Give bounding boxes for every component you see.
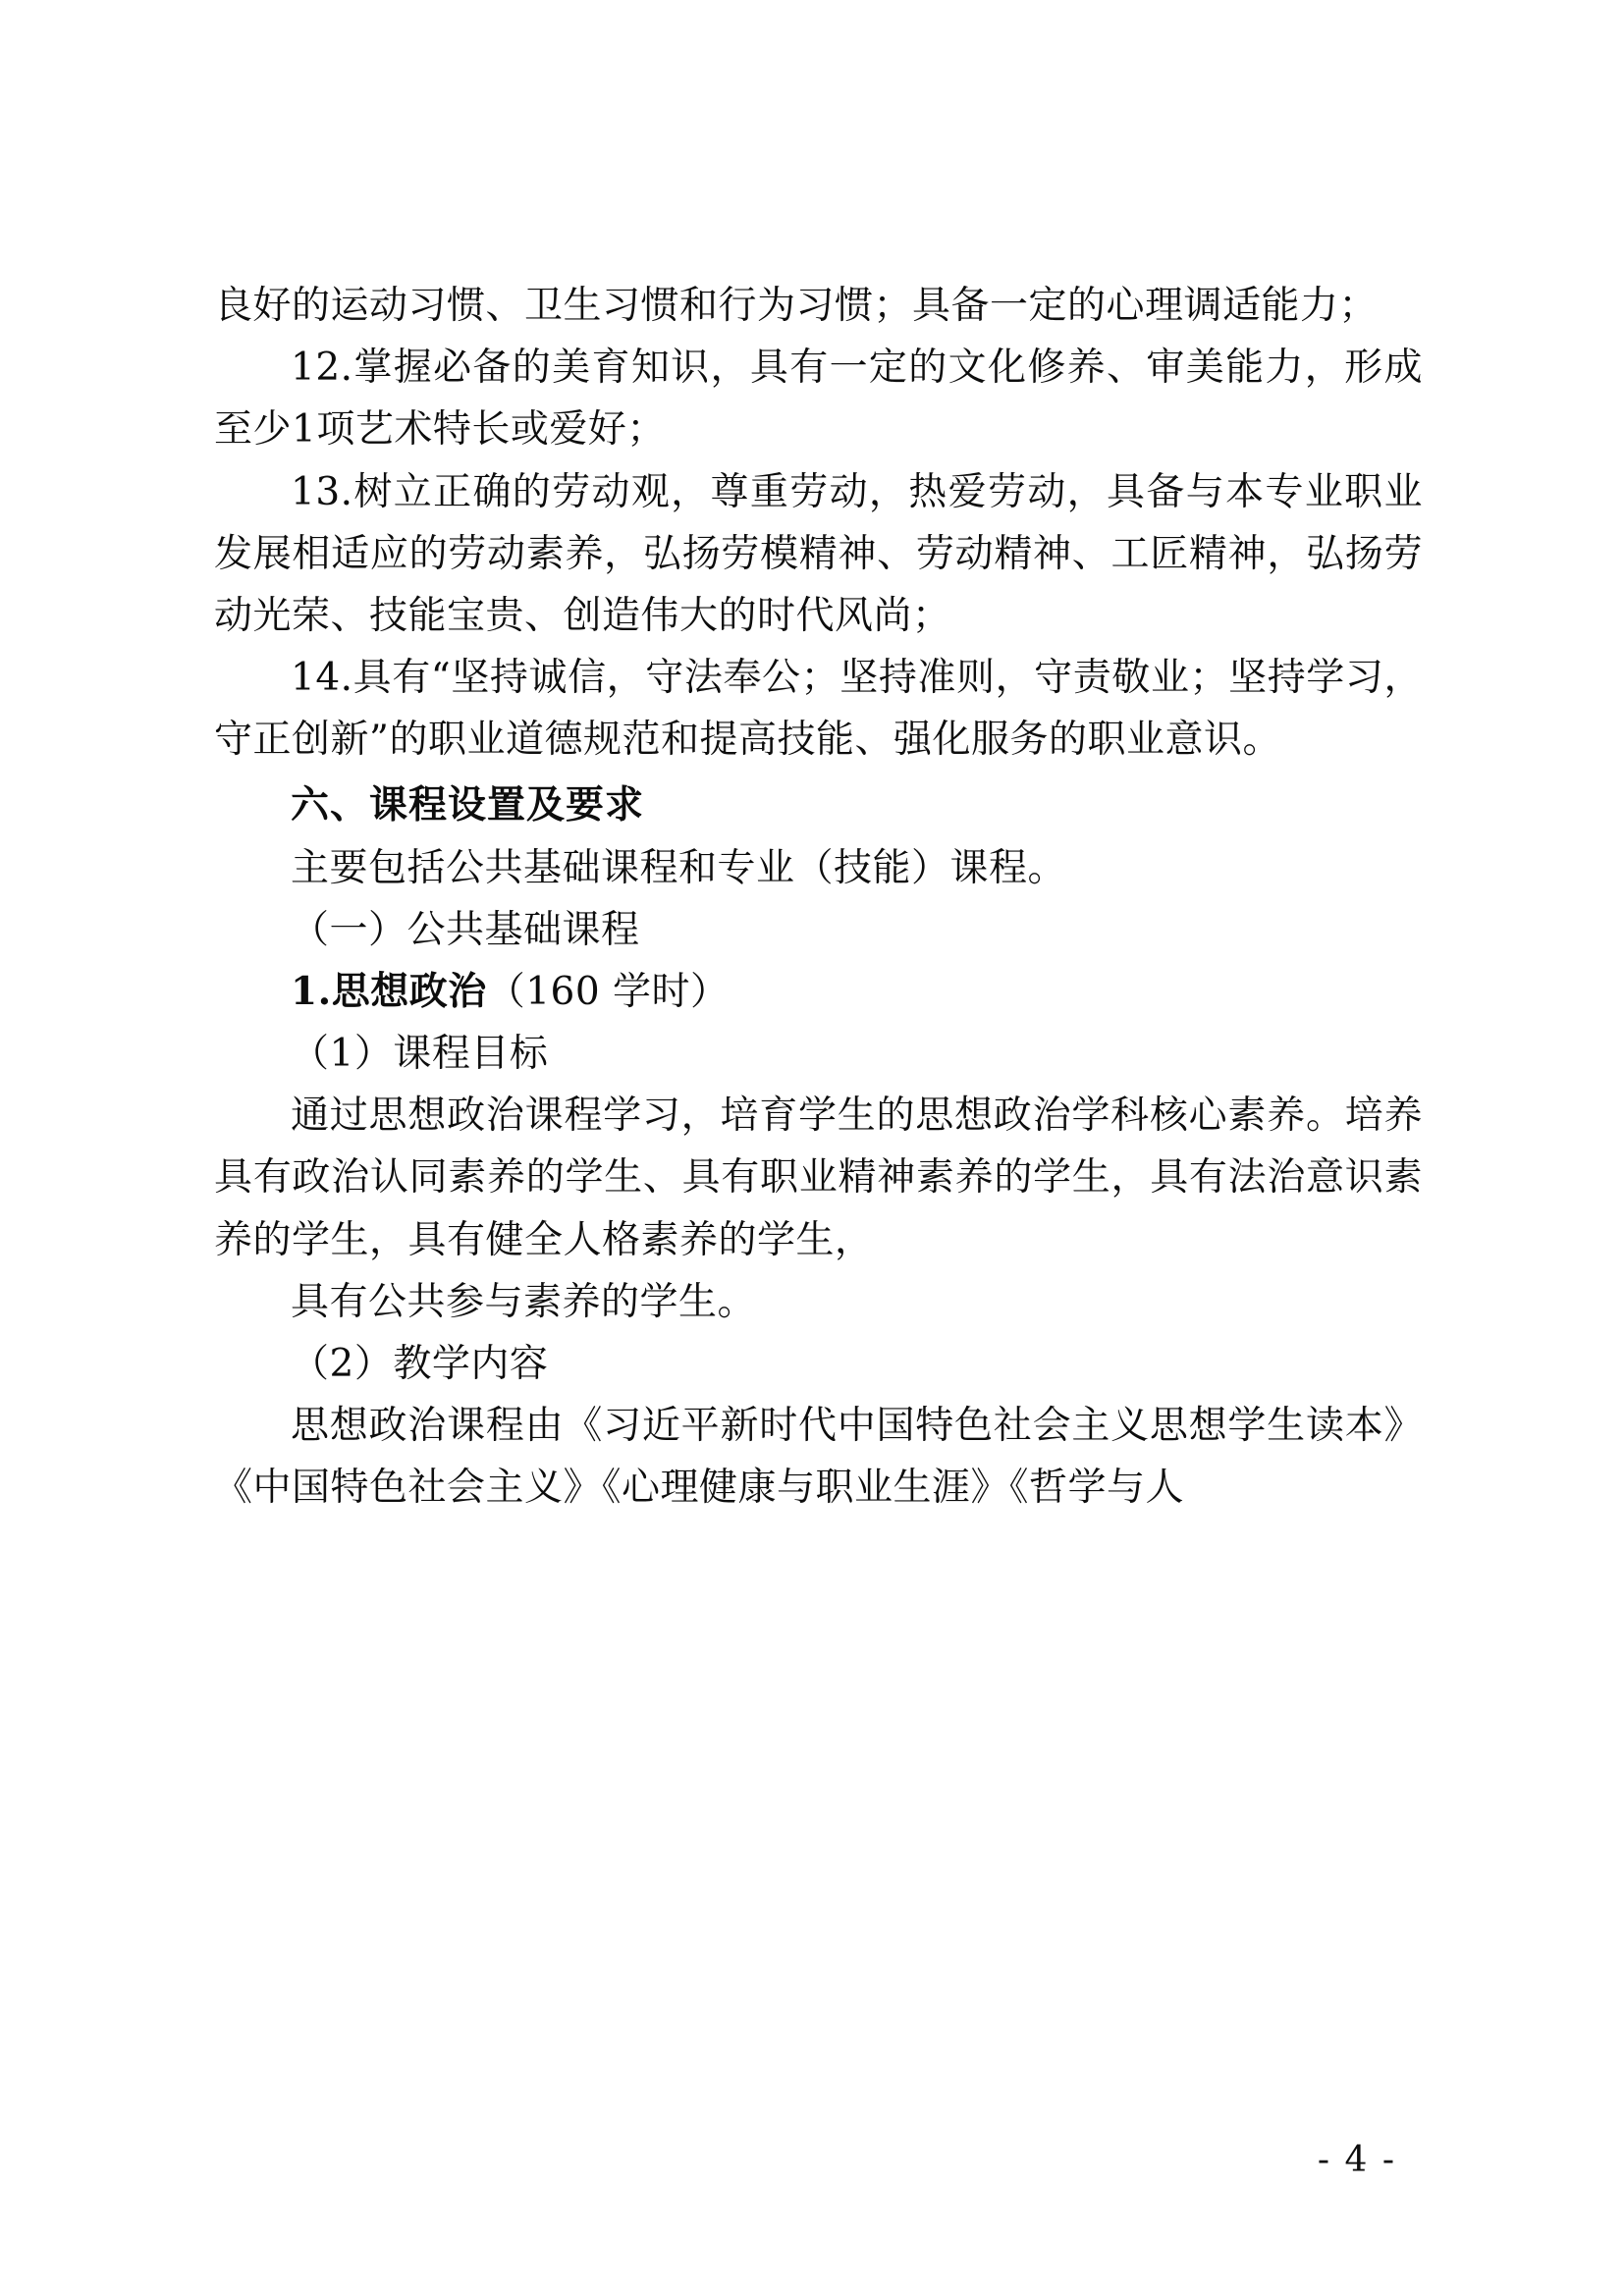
paragraph-continuation: 良好的运动习惯、卫生习惯和行为习惯；具备一定的心理调适能力； <box>214 284 1379 328</box>
section-heading-six: 六、课程设置及要求 <box>291 783 645 828</box>
subheading-label: 1.思想政治 <box>291 968 487 1014</box>
page-number: - 4 - <box>1317 2140 1396 2180</box>
subheading-ideology-politics <box>214 961 1423 1023</box>
document-body <box>214 275 1423 1519</box>
paragraph-item-13: 13.树立正确的劳动观，尊重劳动，热爱劳动，具备与本专业职业发展相适应的劳动素养，弘扬劳模精神、劳动精神、工匠精神，弘扬劳动光荣、技能宝贵、创造伟大的时代风尚； <box>214 469 1423 638</box>
paragraph-subsection-one: （一）公共基础课程 <box>291 907 640 952</box>
subheading-hours: （160 学时） <box>486 969 730 1014</box>
paragraph-course-overview: 主要包括公共基础课程和专业（技能）课程。 <box>291 845 1067 890</box>
paragraph-teaching-content-label: （2）教学内容 <box>291 1341 549 1386</box>
paragraph-item-12: 12.掌握必备的美育知识，具有一定的文化修养、审美能力，形成至少1项艺术特长或爱好； <box>214 346 1423 453</box>
paragraph-teaching-content-text: 思想政治课程由《习近平新时代中国特色社会主义思想学生读本》《中国特色社会主义》《心理健康与职业生涯》《哲学与人 <box>214 1404 1423 1511</box>
paragraph-course-objective-text: 通过思想政治课程学习，培育学生的思想政治学科核心素养。培养具有政治认同素养的学生、具有职业精神素养的学生，具有法治意识素养的学生，具有健全人格素养的学生， <box>214 1094 1423 1262</box>
paragraph-public-participation: 具有公共参与素养的学生。 <box>291 1279 757 1324</box>
paragraph-course-objective-label: （1）课程目标 <box>291 1032 549 1077</box>
paragraph-item-14: 14.具有“坚持诚信，守法奉公；坚持准则，守责敬业；坚持学习，守正创新”的职业道德规范和提高技能、强化服务的职业意识。 <box>214 656 1423 763</box>
